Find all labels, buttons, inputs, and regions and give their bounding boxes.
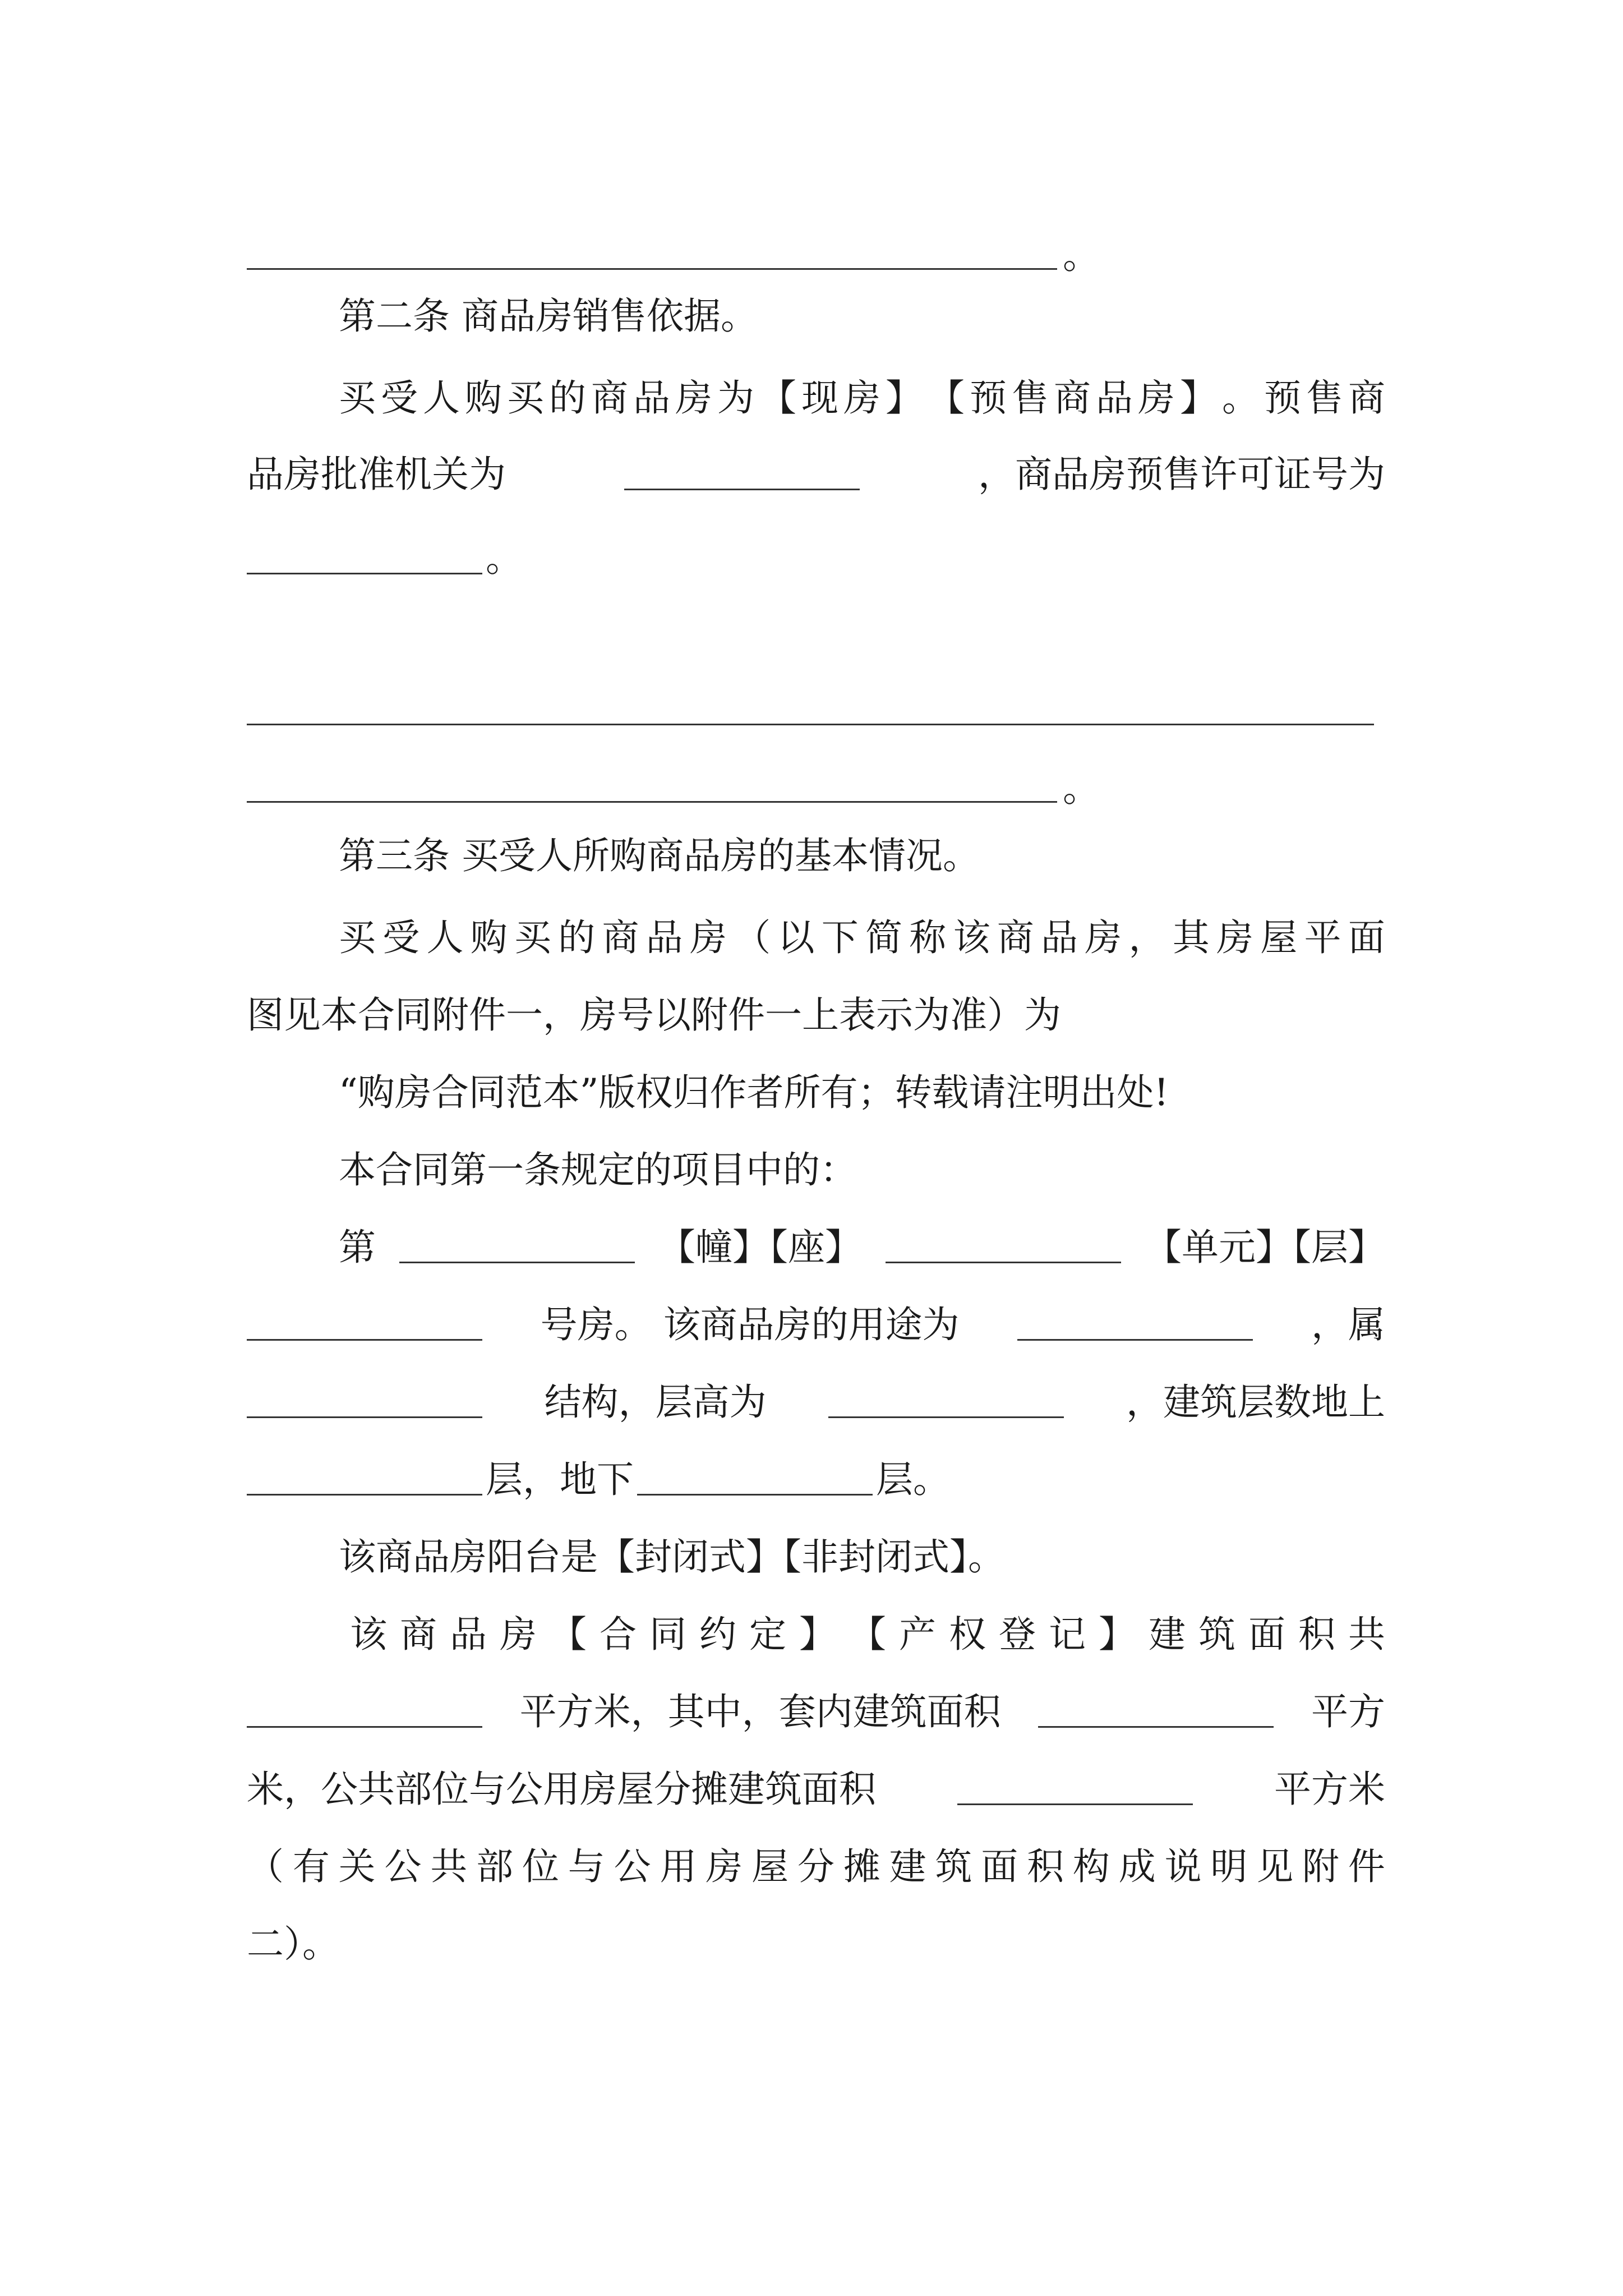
text-char: （ <box>734 916 771 959</box>
text-char: 位 <box>522 1845 559 1888</box>
text-char: 为 <box>717 376 754 420</box>
text-char: 商 <box>591 376 628 420</box>
structure-label: 结构，层高为 <box>544 1381 767 1424</box>
text-char: 共 <box>430 1845 468 1888</box>
text-char: （ <box>247 1845 284 1888</box>
text-char: 人 <box>426 916 464 959</box>
text-char: ， <box>1128 916 1166 959</box>
text-char: 【 <box>849 1613 886 1656</box>
approval-authority-label: 品房批准机关为 <box>247 453 506 496</box>
usage-field[interactable] <box>1017 1305 1253 1341</box>
article-3-title: 第三条 买受人所购商品房的基本情况。 <box>339 834 980 877</box>
text-char: 面 <box>1248 1613 1285 1656</box>
text-char: 商 <box>1348 376 1385 420</box>
floors-line <box>247 1454 1385 1506</box>
fill-in-line[interactable] <box>247 724 1374 725</box>
floors-above-field[interactable] <box>247 1460 482 1496</box>
room-number-line <box>339 1222 1385 1273</box>
text-char: 商 <box>400 1613 437 1656</box>
text-char: 下 <box>821 916 859 959</box>
text-char: 房 <box>843 376 880 420</box>
fill-in-line[interactable] <box>247 268 1057 270</box>
text-char: 房 <box>500 1613 537 1656</box>
text-char: 合 <box>600 1613 637 1656</box>
presale-permit-label: ，商品房预售许可证号为 <box>978 453 1385 496</box>
text-char: 的 <box>549 376 586 420</box>
text-char: 商 <box>1054 376 1091 420</box>
text-char: 简 <box>865 916 902 959</box>
article-3-paragraph-line-2: 图见本合同附件一，房号以附件一上表示为准）为 <box>247 993 1061 1037</box>
text-char: 积 <box>1027 1845 1064 1888</box>
text-char: 该 <box>953 916 990 959</box>
structure-field[interactable] <box>247 1383 482 1418</box>
text-char: 共 <box>1348 1613 1385 1656</box>
text-char: 商 <box>997 916 1034 959</box>
text-char: 品 <box>1096 376 1133 420</box>
text-char: 筑 <box>1198 1613 1235 1656</box>
text-char: 售 <box>1306 376 1343 420</box>
area-line-5: 二）。 <box>247 1922 339 1966</box>
text-char: 买 <box>339 916 376 959</box>
text-char: 现 <box>801 376 838 420</box>
text-char: 预 <box>1264 376 1301 420</box>
shared-area-unit: 平方米 <box>1274 1768 1385 1811</box>
end-mark: 。 <box>1063 234 1100 277</box>
text-char: 构 <box>1072 1845 1110 1888</box>
text-char: 面 <box>1348 916 1385 959</box>
room-number-field[interactable] <box>247 1305 482 1341</box>
text-char: 售 <box>1012 376 1049 420</box>
text-char: 品 <box>450 1613 487 1656</box>
text-char: 权 <box>949 1613 986 1656</box>
text-char: 品 <box>1041 916 1078 959</box>
text-char: 登 <box>999 1613 1036 1656</box>
text-char: 购 <box>465 376 502 420</box>
area-line-1 <box>350 1609 1385 1660</box>
text-char: 受 <box>381 376 418 420</box>
text-char: 预 <box>970 376 1007 420</box>
text-char: 买 <box>514 916 551 959</box>
text-char: 人 <box>423 376 460 420</box>
area-line-4 <box>247 1841 1385 1893</box>
text-char: 的 <box>558 916 596 959</box>
shared-area-label: 米，公共部位与公用房屋分摊建筑面积 <box>247 1768 876 1811</box>
shared-area-field[interactable] <box>957 1770 1193 1805</box>
text-char: 【 <box>759 376 796 420</box>
text-char: 摊 <box>843 1845 880 1888</box>
text-char: 房 <box>1216 916 1253 959</box>
text-char: 公 <box>384 1845 422 1888</box>
text-char: 品 <box>645 916 683 959</box>
text-char: 以 <box>777 916 815 959</box>
text-char: 公 <box>614 1845 651 1888</box>
text-char: 同 <box>649 1613 686 1656</box>
text-char: 建 <box>1149 1613 1186 1656</box>
text-char: 见 <box>1256 1845 1294 1888</box>
text-char: 。 <box>1222 376 1259 420</box>
text-char: 屋 <box>1260 916 1298 959</box>
text-char: 房 <box>1138 376 1175 420</box>
text-char: 关 <box>338 1845 376 1888</box>
text-char: 房 <box>675 376 712 420</box>
article-2-paragraph-line-3 <box>247 533 1385 585</box>
article-2-title: 第二条 商品房销售依据。 <box>339 295 758 338</box>
text-char: 平 <box>1304 916 1341 959</box>
article-3-paragraph-line-3: 本合同第一条规定的项目中的： <box>339 1148 857 1191</box>
end-mark: 。 <box>1063 767 1100 810</box>
unit-floor-field[interactable] <box>886 1228 1121 1263</box>
text-char: 买 <box>339 376 376 420</box>
text-char: 】 <box>1180 376 1217 420</box>
inner-area-unit: 平方 <box>1311 1690 1385 1733</box>
text-char: 有 <box>292 1845 330 1888</box>
text-char: 】 <box>1099 1613 1136 1656</box>
text-char: 屋 <box>751 1845 789 1888</box>
text-char: 】 <box>886 376 923 420</box>
structure-line <box>247 1377 1385 1428</box>
text-char: 【 <box>550 1613 587 1656</box>
text-char: 其 <box>1172 916 1210 959</box>
text-char: 商 <box>602 916 639 959</box>
floors-above-label: ，建筑层数地上 <box>1126 1381 1385 1424</box>
floors-below-field[interactable] <box>637 1460 873 1496</box>
text-char: 约 <box>699 1613 736 1656</box>
text-char: 记 <box>1049 1613 1086 1656</box>
room-usage-line <box>247 1299 1385 1351</box>
text-char: 买 <box>507 376 544 420</box>
text-char: 称 <box>909 916 947 959</box>
floor-height-field[interactable] <box>828 1383 1064 1418</box>
text-char: 成 <box>1118 1845 1156 1888</box>
area-line-3 <box>247 1764 1385 1815</box>
text-char: 用 <box>660 1845 697 1888</box>
building-seat-label: 【幢】【座】 <box>658 1226 862 1269</box>
room-prefix: 第 <box>339 1226 376 1269</box>
text-char: 定 <box>749 1613 786 1656</box>
text-char: 产 <box>899 1613 936 1656</box>
text-char: 房 <box>706 1845 743 1888</box>
balcony-line: 该商品房阳台是【封闭式】【非封闭式】。 <box>339 1535 1005 1579</box>
text-char: 房 <box>1085 916 1122 959</box>
building-number-field[interactable] <box>399 1228 635 1263</box>
text-char: 件 <box>1348 1845 1385 1888</box>
text-char: 附 <box>1302 1845 1340 1888</box>
inner-area-field[interactable] <box>1038 1692 1274 1728</box>
text-char: 建 <box>889 1845 926 1888</box>
text-char: 积 <box>1298 1613 1335 1656</box>
text-char: 【 <box>928 376 965 420</box>
fill-in-line[interactable] <box>247 801 1057 803</box>
text-char: 面 <box>981 1845 1018 1888</box>
text-char: 受 <box>382 916 420 959</box>
text-char: 说 <box>1164 1845 1202 1888</box>
end-mark: 。 <box>486 537 523 580</box>
text-char: 明 <box>1210 1845 1248 1888</box>
text-char: 】 <box>799 1613 836 1656</box>
approval-authority-field[interactable] <box>624 455 860 490</box>
article-2-paragraph-line-1 <box>339 372 1385 424</box>
article-2-paragraph-line-2 <box>247 449 1385 500</box>
text-char: 与 <box>568 1845 605 1888</box>
text-char: 房 <box>690 916 727 959</box>
room-usage-label: 号房。 该商品房的用途为 <box>540 1303 960 1346</box>
floors-end-label: 层。 <box>876 1458 950 1501</box>
article-3-paragraph-line-1 <box>339 912 1385 964</box>
presale-permit-field[interactable] <box>247 539 482 574</box>
unit-floor-label: 【单元】【层】 <box>1145 1226 1385 1269</box>
floors-below-label: 层，地下 <box>486 1458 634 1501</box>
text-char: 品 <box>633 376 670 420</box>
building-area-field[interactable] <box>247 1692 482 1728</box>
inner-area-label: 平方米，其中，套内建筑面积 <box>519 1690 1001 1733</box>
text-char: 分 <box>797 1845 834 1888</box>
text-char: 该 <box>350 1613 387 1656</box>
copyright-notice: “购房合同范本”版权归作者所有；转载请注明出处! <box>339 1071 1169 1114</box>
text-char: 部 <box>476 1845 514 1888</box>
text-char: 筑 <box>935 1845 972 1888</box>
belongs-label: ，属 <box>1311 1303 1385 1346</box>
area-line-2 <box>247 1686 1385 1738</box>
text-char: 购 <box>470 916 508 959</box>
